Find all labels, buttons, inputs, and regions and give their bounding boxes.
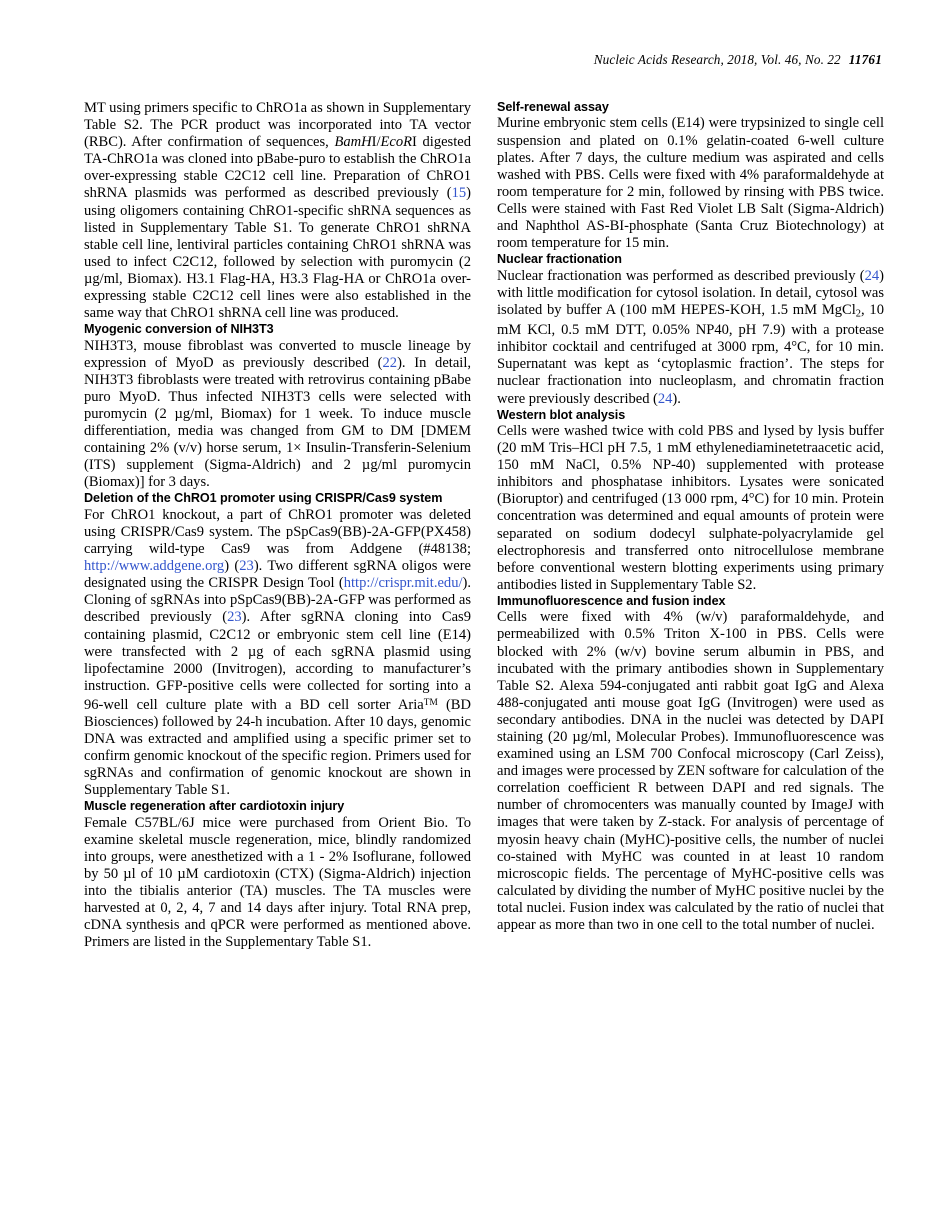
gene-name-bamhi: BamH — [334, 134, 372, 151]
text-run: , 10 mM KCl, 0.5 mM DTT, 0.05% NP40, pH 7.9) with a protease inhibitor cocktail and centrifuged at 3000 rpm, 4°C, for 10 min. Supernatant was kept as ‘cytoplasmic fraction’. The steps for nuclear fractionation into nucleoplasm, and chromatin fraction were previously described ( — [497, 301, 884, 407]
right-column — [497, 100, 884, 952]
paragraph-self-renewal-assay: Murine embryonic stem cells (E14) were trypsinized to single cell suspension and plated on 0.1% gelatin-coated 6-well culture plates. After 7 days, the culture medium was aspirated and cells washed with PBS. Cells were fixed with 4% paraformaldehyde at room temperature for 2 min, followed by rinsing with PBS twice. Cells were stained with Fast Red Violet LB Salt (Sigma-Aldrich) and Naphthol AS-BI-phosphate (Santa Cruz Biotechnology) at room temperature for 15 min. — [497, 115, 884, 252]
paragraph-chro1a-cloning — [84, 100, 471, 322]
text-run: MT using primers specific to ChRO1a as shown in Supplementary Table S2. The PCR product was incorporated into TA vector (RBC). After confirmation of sequences, — [84, 100, 471, 151]
gene-name-ecori: EcoR — [380, 134, 413, 151]
running-head — [84, 52, 884, 86]
text-run: (BD Biosciences) followed by 24-h incubation. After 10 days, genomic DNA was extracted and amplified using a specific primer set to confirm genomic knockout of the specific region. Primers used for sgRNAs and confirmation of genomic knockout are shown in Supplementary Table S1. — [84, 696, 471, 799]
citation-link-23b[interactable]: 23 — [227, 609, 242, 626]
text-run: ). Cloning of sgRNAs into pSpCas9(BB)-2A-GFP was performed as described previously ( — [84, 575, 471, 626]
text-run: ). — [672, 390, 681, 407]
paragraph-myogenic-conversion — [84, 338, 471, 492]
paragraph-crispr-deletion — [84, 507, 471, 800]
external-link-crispr-mit[interactable]: http://crispr.mit.edu/ — [343, 575, 463, 592]
journal-citation-line: Nucleic Acids Research, 2018, Vol. 46, No. 22 — [593, 52, 841, 67]
text-run: ). After sgRNA cloning into Cas9 containing plasmid, C2C12 or embryonic stem cell line (E14) were transfected with 2 µg of each sgRNA plasmid using lipofectamine 2000 (Invitrogen), according to manufacturer’s instruction. GFP-positive cells were collected for sorting into a 96-well cell culture plate with a BD cell sorter Aria — [84, 609, 471, 713]
paragraph-nuclear-fractionation — [497, 268, 884, 408]
trademark-symbol: TM — [423, 697, 438, 708]
external-link-addgene[interactable]: http://www.addgene.org — [84, 558, 225, 575]
citation-link-24a[interactable]: 24 — [864, 267, 880, 284]
citation-link-15[interactable]: 15 — [451, 185, 467, 202]
two-column-body — [84, 100, 884, 952]
citation-link-23a[interactable]: 23 — [239, 558, 254, 575]
section-heading-myogenic-conversion: Myogenic conversion of NIH3T3 — [84, 322, 274, 337]
citation-link-22[interactable]: 22 — [382, 354, 398, 371]
section-heading-immunofluorescence: Immunofluorescence and fusion index — [497, 593, 726, 608]
text-run: ) using oligomers containing ChRO1-specific shRNA sequences as listed in Supplementary Table S1. To generate ChRO1 shRNA stable cell line, lentiviral particles containing ChRO1 shRNA was used to infect C2C12, followed by selection with puromycin (2 µg/ml, Biomax). H3.1 Flag-HA, H3.3 Flag-HA or ChRO1a over-expressing stable C2C12 cell lines were also established in the same way that ChRO1 shRNA cell line was produced. — [84, 185, 471, 322]
text-run: ) ( — [224, 558, 240, 575]
text-run: ). In detail, NIH3T3 fibroblasts were treated with retrovirus containing pBabe puro MyoD. Thus infected NIH3T3 cells were selected with puromycin (2 µg/ml, Biomax) for 1 week. To induce muscle differentiation, media was changed from GM to DM [DMEM containing 2% (v/v) horse serum, 1× Insulin-Transferin-Selenium (ITS) supplement (Sigma-Aldrich) and 2 µg/ml puromycin (Biomax)] for 3 days. — [84, 354, 471, 491]
section-heading-western-blot: Western blot analysis — [497, 407, 626, 422]
citation-link-24b[interactable]: 24 — [657, 390, 673, 407]
paragraph-western-blot: Cells were washed twice with cold PBS and lysed by lysis buffer (20 mM Tris–HCl pH 7.5, 1 mM ethylenediaminetetraacetic acid, 150 mM NaCl, 0.5% NP-40) supplemented with protease inhibitors and phosphatase inhibitors. Lysates were sonicated (Bioruptor) and centrifuged (13 000 rpm, 4°C) for 10 min. Protein concentration was determined and equal amounts of protein were separated on sodium dodecyl sulphate-polyacrylamide gel electrophoresis and transferred onto nitrocellulose membrane before conventional western blotting experiments using primary antibodies listed in Supplementary Table S2. — [497, 423, 884, 593]
text-run: Nuclear fractionation was performed as described previously ( — [497, 267, 865, 284]
chemical-subscript-mgcl2: 2 — [855, 308, 862, 320]
section-heading-self-renewal-assay: Self-renewal assay — [497, 100, 609, 114]
left-column — [84, 100, 471, 952]
text-run: I digested TA-ChRO1a was cloned into pBabe-puro to establish the ChRO1a over-expressing stable C2C12 cell line. Preparation of ChRO1 shRNA plasmids was performed as described previously ( — [84, 134, 471, 202]
text-run: ). Two different sgRNA oligos were designated using the CRISPR Design Tool ( — [84, 558, 471, 592]
text-run: I/ — [371, 134, 381, 151]
text-run: NIH3T3, mouse fibroblast was converted to muscle lineage by expression of MyoD as previously described ( — [84, 337, 471, 371]
text-run: For ChRO1 knockout, a part of ChRO1 promoter was deleted using CRISPR/Cas9 system. The pSpCas9(BB)-2A-GFP(PX458) carrying wild-type Cas9 was from Addgene (#48138; — [84, 506, 471, 558]
section-heading-crispr-deletion: Deletion of the ChRO1 promoter using CRISPR/Cas9 system — [84, 491, 443, 506]
paragraph-muscle-regeneration: Female C57BL/6J mice were purchased from Orient Bio. To examine skeletal muscle regeneration, mice, blindly randomized into groups, were anesthetized with a 1 - 2% Isoflurane, followed by 50 µl of 10 µM cardiotoxin (CTX) (Sigma-Aldrich) injection into the tibialis anterior (TA) muscles. The TA muscles were harvested at 0, 2, 4, 7 and 14 days after injury. Total RNA prep, cDNA synthesis and qPCR were performed as mentioned above. Primers are listed in the Supplementary Table S1. — [84, 814, 471, 951]
section-heading-nuclear-fractionation: Nuclear fractionation — [497, 252, 622, 267]
text-run: ) with little modification for cytosol isolation. In detail, cytosol was isolated by buffer A (100 mM HEPES-KOH, 1.5 mM MgCl — [497, 267, 884, 318]
section-heading-muscle-regeneration: Muscle regeneration after cardiotoxin injury — [84, 799, 345, 814]
page-folio-number: 11761 — [848, 52, 882, 67]
paragraph-immunofluorescence: Cells were fixed with 4% (w/v) paraformaldehyde, and permeabilized with 0.5% Triton X-100 in PBS. Cells were blocked with 2% (w/v) bovine serum albumin in PBS, and incubated with the primary antibodies shown in Supplementary Table S2. Alexa 594-conjugated anti rabbit goat IgG and Alexa 488-conjugated anti mouse goat IgG (Invitrogen) were used as secondary antibodies. DNA in the nuclei was detected by DAPI staining (20 µg/ml, Molecular Probes). Immunofluorescence was examined using an LSM 700 Confocal microscopy (Carl Zeiss), and images were processed by ZEN software for calculation of the correlation coefficient R between DAPI and red signals. The number of chromocenters was manually counted by ImageJ with images that were taken by Z-stack. For analysis of percentage of myosin heavy chain (MyHC)-positive cells, the number of nuclei co-stained with MyHC was counted in at least 10 random microscopic fields. The percentage of MyHC-positive cells was calculated by dividing the number of MyHC positive nuclei by the total nuclei. Fusion index was calculated by the ratio of nuclei that appear as more than two in one cell to the total number of nuclei. — [497, 609, 884, 934]
